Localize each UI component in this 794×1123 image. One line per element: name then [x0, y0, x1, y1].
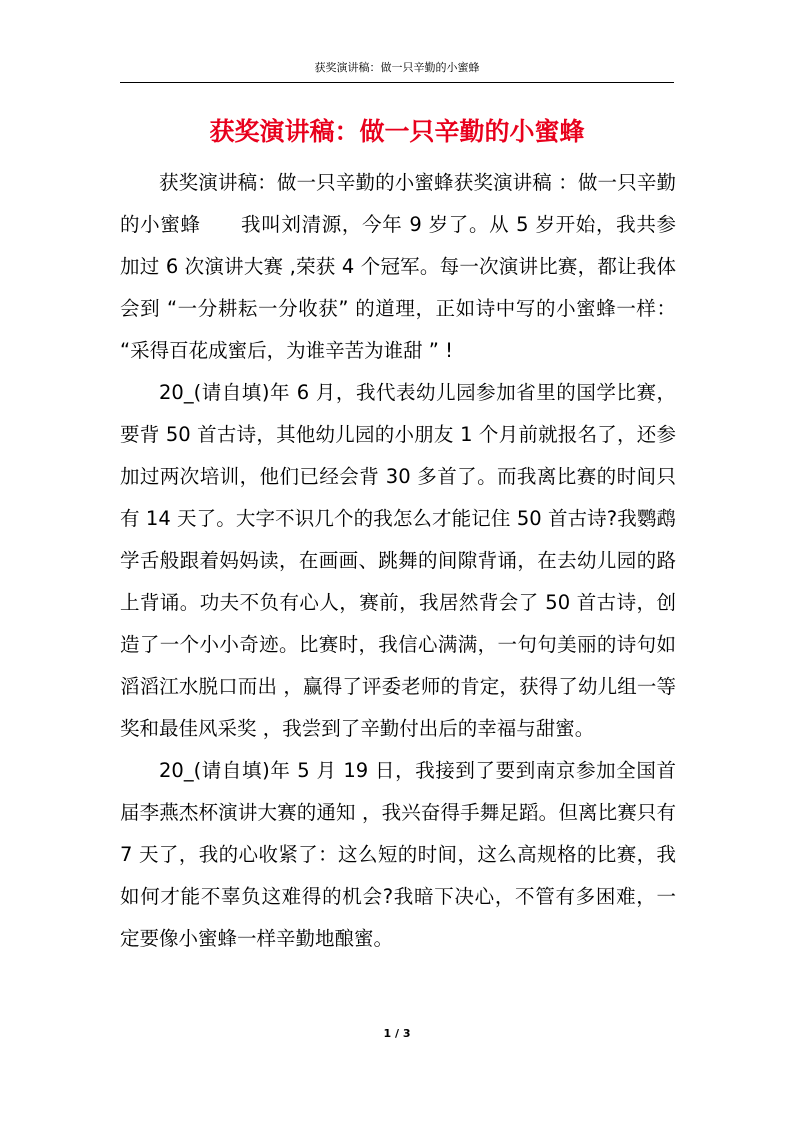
- header-rule: [120, 82, 674, 83]
- document-title: 获奖演讲稿：做一只辛勤的小蜜蜂: [209, 117, 585, 146]
- paragraph-1: 获奖演讲稿：做一只辛勤的小蜜蜂获奖演讲稿 ：做一只辛勤的小蜜蜂 我叫刘清源，今年 9 岁了。从 5 岁开始，我共参加过 6 次演讲大赛 ,荣获 4 个冠军。每一次演讲比赛，都让我体会到 “一分耕耘一分收获” 的道理，正如诗中写的小蜜蜂一样： “采得百花成蜜后，为谁辛苦为谁甜 ” !: [120, 171, 676, 362]
- paragraph-3: 20_(请自填)年 5 月 19 日，我接到了要到南京参加全国首届李燕杰杯演讲大赛的通知 ，我兴奋得手舞足蹈。但离比赛只有 7 天了，我的心收紧了：这么短的时间，这么高规格的比赛，我如何才能不辜负这难得的机会?我暗下决心，不管有多困难，一定要像小蜜蜂一样辛勤地酿蜜。: [120, 759, 676, 950]
- running-header: 获奖演讲稿：做一只辛勤的小蜜蜂: [314, 61, 480, 74]
- page-number: 1 / 3: [383, 1027, 411, 1040]
- document-body: [120, 162, 676, 960]
- paragraph-2: 20_(请自填)年 6 月，我代表幼儿园参加省里的国学比赛，要背 50 首古诗，其他幼儿园的小朋友 1 个月前就报名了，还参加过两次培训，他们已经会背 30 多首了。而我离比赛的时间只有 14 天了。大字不识几个的我怎么才能记住 50 首古诗?我鹦鹉学舌般跟着妈妈读，在画画、跳舞的间隙背诵，在去幼儿园的路上背诵。功夫不负有心人，赛前，我居然背会了 50 首古诗，创造了一个小小奇迹。比赛时，我信心满满，一句句美丽的诗句如滔滔江水脱口而出 ，赢得了评委老师的肯定，获得了幼儿组一等奖和最佳风采奖 ，我尝到了辛勤付出后的幸福与甜蜜。: [120, 381, 676, 740]
